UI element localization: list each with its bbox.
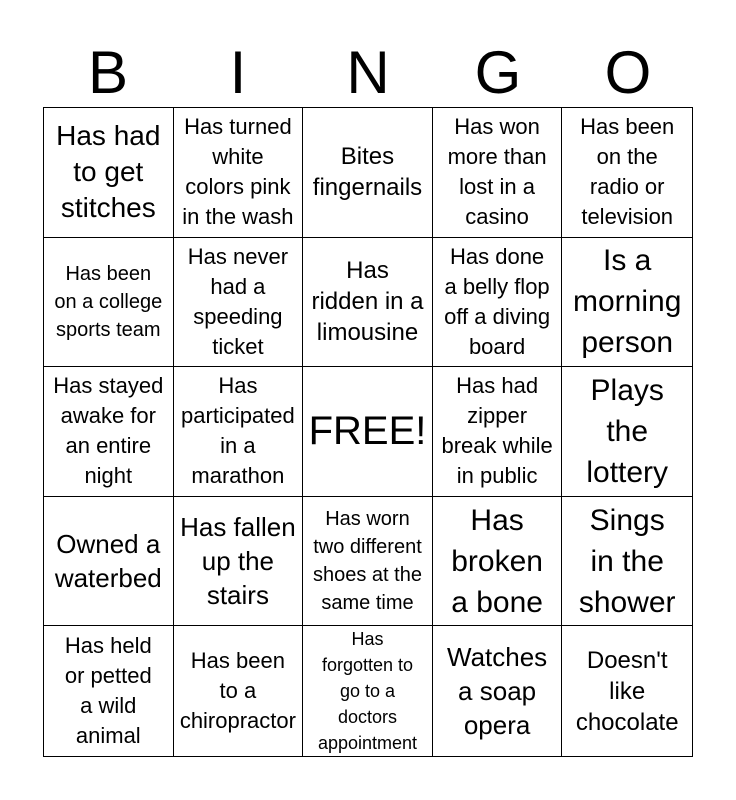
bingo-cell[interactable] (44, 367, 174, 497)
bingo-cell[interactable] (44, 238, 174, 368)
bingo-cell[interactable] (174, 108, 304, 238)
bingo-header (43, 40, 693, 106)
cell-text: Sings in the shower (578, 503, 676, 619)
cell-text: Watches a soap opera (447, 642, 548, 741)
cell-text: Has been to a chiropractor (179, 648, 296, 734)
free-cell[interactable] (303, 367, 433, 497)
bingo-cell[interactable] (174, 626, 304, 756)
cell-text: Has ridden in a limousine (311, 257, 424, 347)
cell-text: Has had zipper break while in public (441, 373, 553, 489)
bingo-grid (43, 107, 693, 757)
cell-text: Plays the lottery (586, 373, 669, 489)
cell-text: Has worn two different shoes at the same time (313, 508, 422, 615)
bingo-cell[interactable] (174, 238, 304, 368)
bingo-cell[interactable] (174, 497, 304, 627)
bingo-cell[interactable] (44, 108, 174, 238)
cell-text: Is a morning person (573, 244, 682, 360)
cell-text: Has been on the radio or television (580, 114, 675, 230)
bingo-cell[interactable] (303, 497, 433, 627)
header-letter-o: O (604, 39, 652, 106)
bingo-cell[interactable] (433, 626, 563, 756)
bingo-cell[interactable] (562, 497, 692, 627)
cell-text: Bites fingernails (312, 143, 423, 202)
cell-text: Has held or petted a wild animal (64, 633, 152, 749)
cell-text: Has had to get stitches (56, 120, 161, 224)
bingo-cell[interactable] (433, 367, 563, 497)
bingo-cell[interactable] (303, 626, 433, 756)
bingo-cell[interactable] (44, 626, 174, 756)
cell-text: Has broken a bone (451, 503, 543, 619)
cell-text: Doesn't like chocolate (575, 646, 679, 736)
header-letter-b: B (87, 39, 129, 106)
cell-text: Has never had a speeding ticket (187, 243, 289, 359)
cell-text: Has fallen up the stairs (180, 512, 296, 611)
bingo-cell[interactable] (303, 108, 433, 238)
cell-text: Has participated in a marathon (181, 373, 295, 489)
cell-text: Has turned white colors pink in the wash (182, 114, 294, 230)
header-letter-g: G (474, 39, 522, 106)
bingo-cell[interactable] (303, 238, 433, 368)
bingo-cell[interactable] (562, 108, 692, 238)
cell-text: Has been on a college sports team (54, 262, 163, 341)
cell-text: Has forgotten to go to a doctors appointment (317, 629, 418, 754)
bingo-cell[interactable] (562, 367, 692, 497)
cell-text: Has stayed awake for an entire night (53, 373, 164, 489)
header-letter-i: I (229, 39, 247, 106)
free-space-text: FREE! (308, 409, 427, 454)
cell-text: Has done a belly flop off a diving board (444, 243, 551, 359)
cell-text: Has won more than lost in a casino (447, 114, 547, 230)
bingo-cell[interactable] (562, 238, 692, 368)
bingo-cell[interactable] (562, 626, 692, 756)
bingo-cell[interactable] (433, 497, 563, 627)
bingo-cell[interactable] (44, 497, 174, 627)
bingo-cell[interactable] (433, 238, 563, 368)
bingo-cell[interactable] (174, 367, 304, 497)
bingo-cell[interactable] (433, 108, 563, 238)
cell-text: Owned a waterbed (54, 529, 162, 594)
header-letter-n: N (346, 39, 390, 106)
